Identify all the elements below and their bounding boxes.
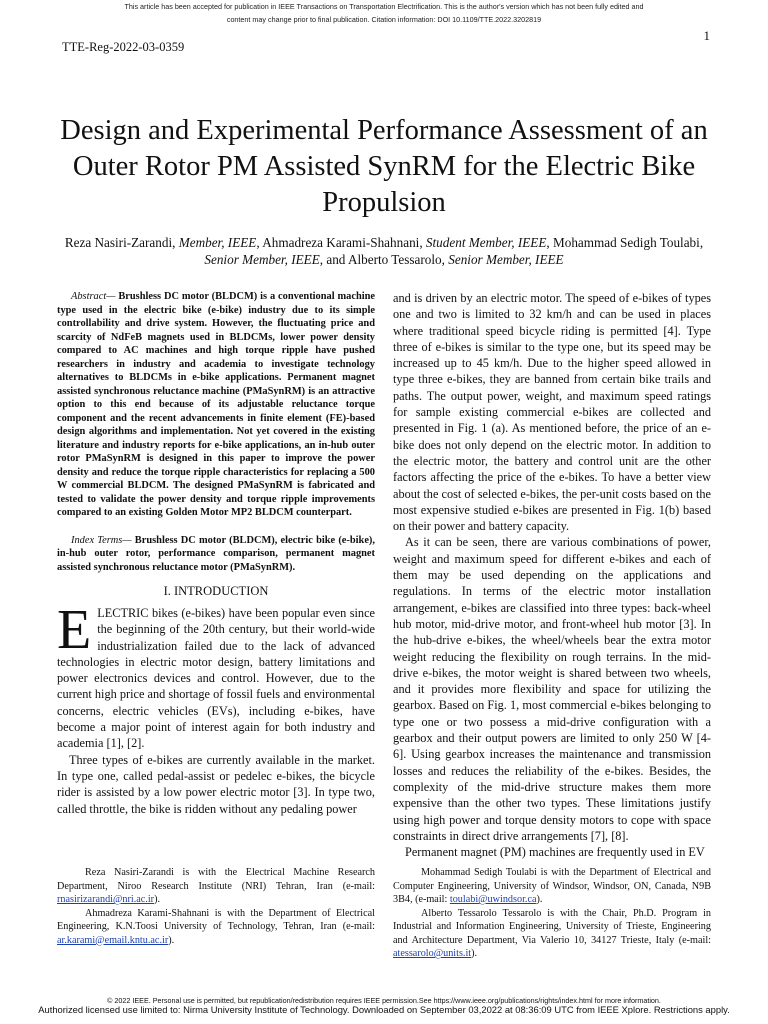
author-1: Reza Nasiri-Zarandi, [64, 235, 176, 250]
footnotes-right [393, 866, 711, 961]
abstract-text: Brushless DC motor (BLDCM) is a conventional machine type used in the electric bike (e-bike) industry due to its simple controllability and drive system. However, the fluctuating price and scarcity of NdFeB magnets used in BLDCMs, lower power density compared to AC machines and high torque ripple have pushed researchers in industry and academia to investigate technology alternatives to BLDCMs in e-bike applications. Permanent magnet assisted synchronous reluctance machine (PMaSynRM) is an attractive option to this end because of its adjustable reluctance torque component and the recent advancements in finite element (FE)-based design algorithms and implementation. Not yet covered in the existing literature and industry reports for e-bike applications, an in-hub outer rotor PMaSynRM is designed in this paper to improve the power density and reduce the torque ripple characteristics for replacing a 500 W commercial BLDCM. The designed PMaSynRM is fabricated and tested to validate the power density and torque ripple improvements compared to an existing Golden Motor MP2 BLDCM counterpart. [57, 291, 375, 518]
footnote-4-text: Alberto Tessarolo Tessarolo is with the Chair, Ph.D. Program in Industrial and Information Engineering, University of Trieste, Engineering and Architecture Department, Via Valerio 10, 34127 Trieste, Italy (e-mail: [393, 907, 711, 946]
right-paragraph-3: Permanent magnet (PM) machines are frequently used in EV [405, 845, 705, 860]
footnote-3-end: ). [536, 894, 543, 905]
author-1-role: Member, IEEE [178, 235, 257, 250]
author-4: , and Alberto Tessarolo, [319, 252, 445, 267]
left-column [57, 290, 375, 817]
footnote-author-3 [393, 866, 711, 907]
footnote-1-text: Reza Nasiri-Zarandi is with the Electrical Machine Research Department, Niroo Research Institute (NRI) Tehran, Iran (e-mail: [57, 867, 375, 892]
publication-notice-line2: content may change prior to final publication. Citation information: DOI 10.1109/TTE.2022.3202819 [226, 15, 542, 24]
paper-title: Design and Experimental Performance Assessment of an Outer Rotor PM Assisted SynRM for the Electric Bike Propulsion [60, 115, 708, 218]
footnote-2-text: Ahmadreza Karami-Shahnani is with the Department of Electrical Engineering, K.N.Toosi University of Technology, Tehran, Iran (e-mail: [57, 907, 375, 932]
copyright-notice: © 2022 IEEE. Personal use is permitted, but republication/redistribution requires IEEE permission.See https://www.ieee.org/publications/rights/index.html for more information. [107, 996, 661, 1005]
footnotes-left [57, 866, 375, 947]
author-4-role: Senior Member, IEEE [448, 252, 564, 267]
author-3: , Mohammad Sedigh Toulabi, [546, 235, 704, 250]
author-list [50, 234, 718, 268]
footnote-author-1 [57, 866, 375, 907]
email-link-2[interactable]: ar.karami@email.kntu.ac.ir [57, 934, 169, 946]
intro-paragraph-1 [57, 599, 375, 752]
paper-id: TTE-Reg-2022-03-0359 [62, 40, 185, 54]
section-heading-introduction: I. INTRODUCTION [163, 584, 269, 598]
right-column [393, 290, 711, 860]
license-notice: Authorized licensed use limited to: Nirma University Institute of Technology. Downloaded on September 03,2022 at 08:36:09 UTC from IEEE Xplore. Restrictions apply. [38, 1004, 730, 1015]
abstract [57, 290, 375, 520]
footnote-author-4 [393, 907, 711, 961]
email-link-1[interactable]: rnasirizarandi@nri.ac.ir [57, 894, 155, 905]
index-terms-lead: Index Terms— [71, 534, 132, 546]
footnote-2-end: ). [168, 934, 175, 946]
email-link-3[interactable]: toulabi@uwindsor.ca [449, 894, 537, 905]
page-header [62, 28, 710, 60]
intro-paragraph-2: Three types of e-bikes are currently available in the market. In type one, called pedal-assist or pedelec e-bikes, the bicycle rider is assisted by a low power electric motor [3]. In type two, called throttle, the bike is ridden without any pedaling power [57, 752, 375, 816]
author-2-role: Student Member, IEEE [425, 235, 547, 250]
index-terms-text: Brushless DC motor (BLDCM), electric bike (e-bike), in-hub outer rotor, performance comparison, permanent magnet assisted synchronous reluctance motor (PMaSynRM). [57, 534, 375, 573]
publication-notice-line1: This article has been accepted for publication in IEEE Transactions on Transportation Electrification. This is the author's version which has not been fully edited and [124, 2, 644, 11]
email-link-4[interactable]: atessarolo@units.it [393, 948, 472, 959]
author-3-role: Senior Member, IEEE [204, 252, 320, 267]
intro-paragraph-1-text: LECTRIC bikes (e-bikes) have been popular even since the beginning of the 20th century, but their world-wide industrialization failed due to the lack of advanced technologies in electric motor design, battery limitations and power electronics devices and control. However, due to the current high price and shortage of fossil fuels and environmental concerns, electric vehicles (EVs), including e-bikes, have become a major point of interest again for both industry and academia [1], [2]. [57, 606, 375, 751]
footnote-3-text: Mohammad Sedigh Toulabi is with the Department of Electrical and Computer Engineering, University of Windsor, Windsor, ON, Canada, N9B 3B4, (e-mail: [393, 867, 711, 905]
index-terms [57, 534, 375, 575]
page-number: 1 [703, 28, 710, 43]
publication-notice [0, 0, 768, 26]
drop-cap: E [57, 599, 92, 661]
abstract-lead: Abstract— [71, 291, 116, 302]
right-paragraph-2: As it can be seen, there are various combinations of power, weight and maximum speed for different e-bikes and each of them may be used depending on the applications and regulations. In terms of the electric motor installation arrangement, e-bikes are classified into three types: back-wheel hub motor, mid-drive motor, and front-wheel hub motor [3]. In the hub-drive e-bikes, the wheel/wheels bear the extra motor weight reducing the flexibility on rough terrains. In the mid-drive e-bikes, the motor weight is shared between two wheels, and it provides more flexibility and space for utilizing the gearbox. Based on Fig. 1, most commercial e-bikes belonging to type one or two possess a mid-drive configuration with a gearbox and their output powers are limited to only 250 W [4-6]. Using gearbox increases the maintenance and transmission losses and reduces the reliability of the e-bikes. Besides, the complexity of the mid-drive structure makes them more expensive than the other two types. These limitations justify using high power and torque density motors to cope with space constraints in direct drive arrangements [7], [8]. [393, 535, 711, 843]
right-paragraph-1: and is driven by an electric motor. The speed of e-bikes of types one and two is limited to 32 km/h and can be used in places where traditional speed bicycle riding is permitted [4]. Type three of e-bikes is similar to the type one, but its speed may be increased up to 45 km/h. Due to the higher speed allowed in type three e-bikes, they are banned from certain bike trails and paths. The output power, weight, and maximum speed ratings for sample existing commercial e-bikes are collected and presented in Fig. 1 (a). As mentioned before, the price of an e-bike does not only depend on the electric motor. In addition to the electric motor, the battery and control unit are the other factors affecting the price of the e-bikes. To have a better view about the cost of selected e-bikes, the per-unit costs based on the most expensive studied e-bikes are presented in Fig. 1(b) based on their power and battery capacity. [393, 291, 712, 534]
footnote-4-end: ). [471, 948, 478, 959]
author-2: , Ahmadreza Karami-Shahnani, [256, 235, 423, 250]
footnote-author-2 [57, 907, 375, 948]
footnote-1-end: ). [154, 894, 161, 905]
